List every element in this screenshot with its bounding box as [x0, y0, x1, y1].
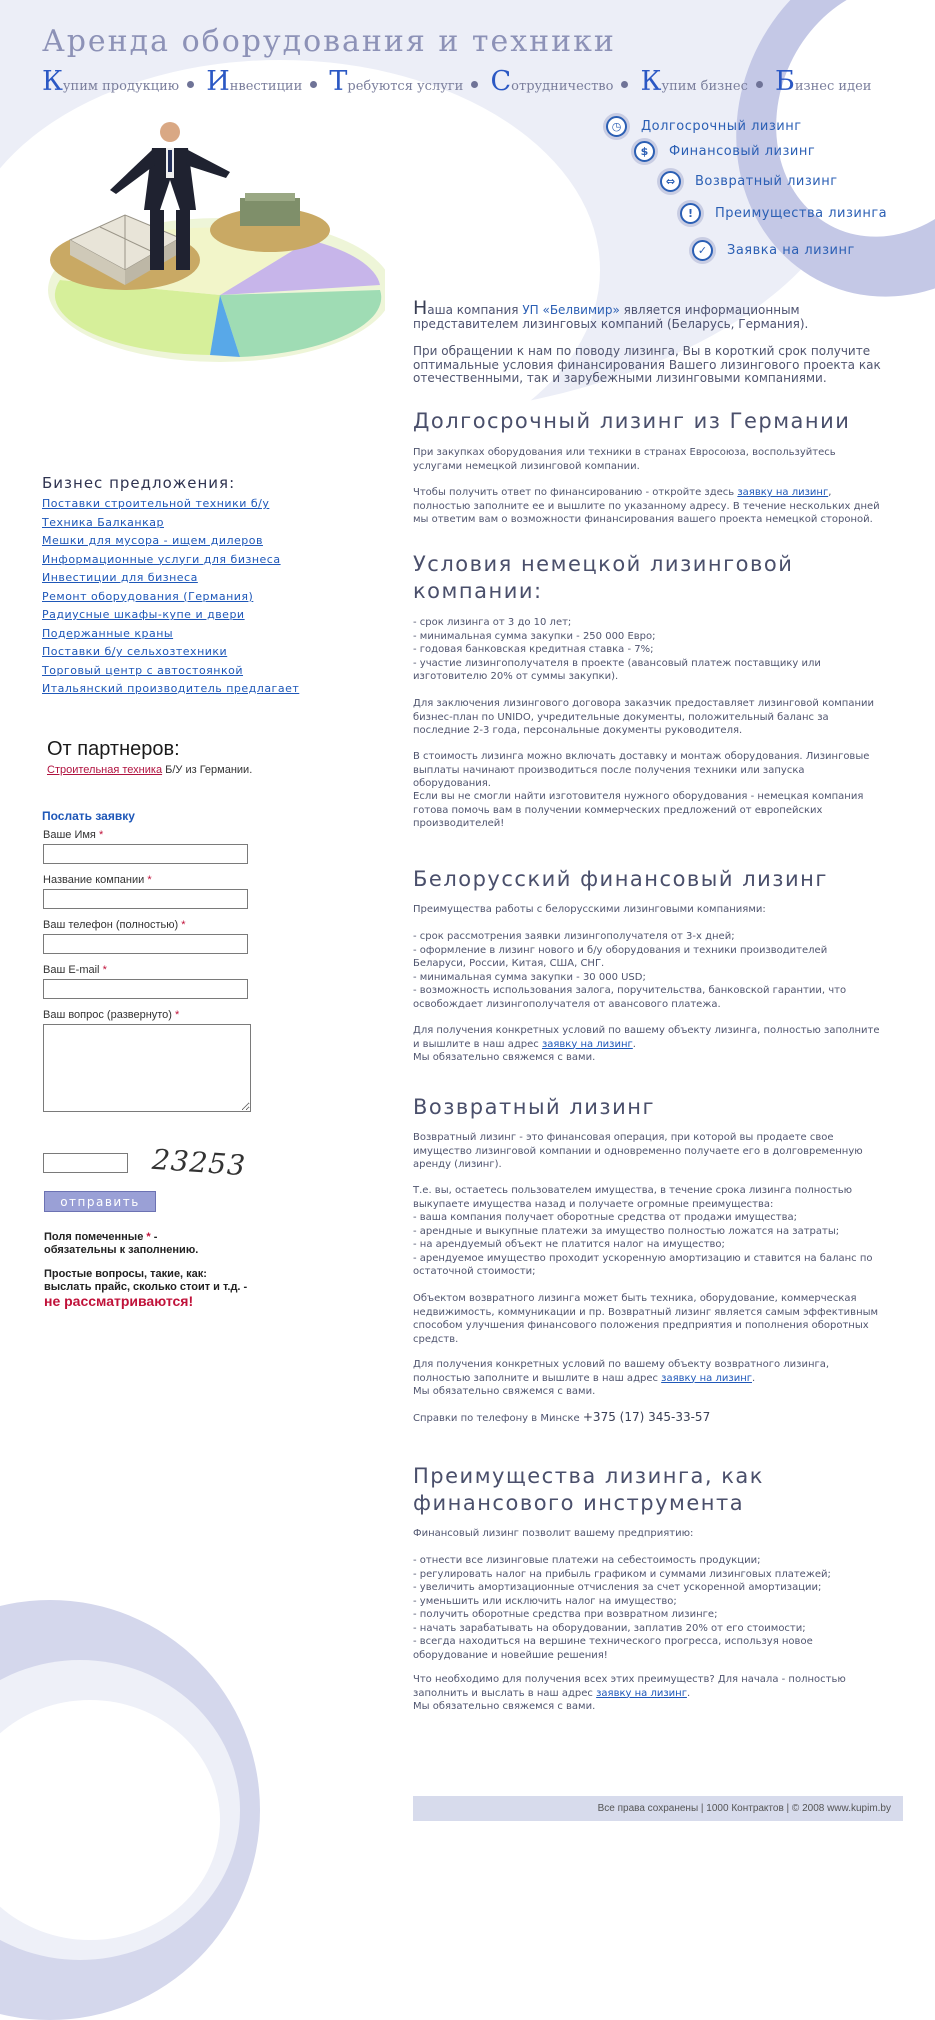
company-input[interactable] [43, 889, 248, 909]
list-item [42, 553, 299, 572]
paragraph: Т.е. вы, остаетесь пользователем имущества, в течение срока лизинга полностью выкупаете имущества назад и получаете огромные преимущества: - ваша компания получает оборотные средства от продажи имущества; - арендные и выкупные платежи за имущество полностью ложатся на затраты; - на арендуемый объект не платится налог на имущество; - арендуемое имущество проходит ускоренную амортизацию и ставится на баланс по остаточной стоимости; [413, 1185, 873, 1277]
paragraph: Для получения конкретных условий по вашему объекту лизинга, полностью заполните и вышлите в наш адрес заявку на лизинг. Мы обязательно свяжемся с вами. [413, 1025, 880, 1063]
partners-offer: Строительная техника Б/У из Германии. [47, 764, 253, 776]
business-offer-link[interactable]: Мешки для мусора - ищем дилеров [42, 534, 263, 547]
question-textarea[interactable] [43, 1024, 251, 1112]
captcha-input[interactable] [43, 1153, 128, 1173]
nav-cooperation[interactable]: Сотрудничество [490, 66, 614, 97]
list-item [42, 682, 299, 701]
paragraph: - срок рассмотрения заявки лизингополучателя от 3-х дней; - оформление в лизинг нового и б/у оборудования и техники производителей Беларуси, России, Китая, США, СНГ. - минимальная сумма закупки - 30 000 USD; - возможность использования залога, поручительства, банковской гарантии, что освобождает лизингополучателя от авансового платежа. [413, 931, 847, 1010]
nav-investments[interactable]: Инвестиции [206, 66, 303, 97]
list-item [42, 664, 299, 683]
pie-slice-teal [220, 290, 381, 357]
paragraph: Что необходимо для получения всех этих преимуществ? Для начала - полностью заполнить и выслать в наш адрес заявку на лизинг. Мы обязательно свяжемся с вами. [413, 1674, 846, 1712]
email-input[interactable] [43, 979, 248, 999]
business-offer-link[interactable]: Итальянский производитель предлагает [42, 682, 300, 695]
leasing-request-link[interactable]: заявку на лизинг [541, 1038, 633, 1050]
phone-input[interactable] [43, 934, 248, 954]
partners-title: От партнеров: [47, 738, 180, 760]
menu-long-term-leasing[interactable]: ◷ Долгосрочный лизинг [606, 116, 802, 137]
business-offer-link[interactable]: Радиусные шкафы-купе и двери [42, 608, 245, 621]
list-item [42, 516, 299, 535]
paragraph: Если вы не смогли найти изготовителя нужного оборудования - немецкая компания готова помочь вам в получении коммерческих предложений от европейских производителей! [413, 791, 864, 829]
section-title-long-term: Долгосрочный лизинг из Германии [413, 409, 851, 433]
money-stack-icon [240, 193, 300, 226]
menu-financial-leasing[interactable]: $ Финансовый лизинг [634, 141, 815, 162]
site-title: Аренда оборудования и техники [42, 24, 616, 59]
list-item [42, 497, 299, 516]
business-offer-link[interactable]: Ремонт оборудования (Германия) [42, 589, 254, 603]
leasing-request-link[interactable]: заявку на лизинг [661, 1372, 752, 1384]
clock-icon: ◷ [606, 116, 627, 137]
business-offers-list [42, 497, 299, 701]
business-offer-link[interactable]: Информационные услуги для бизнеса [42, 552, 281, 566]
list-item [42, 590, 299, 609]
menu-leasing-advantages[interactable]: ! Преимущества лизинга [680, 203, 887, 224]
nav-services-needed[interactable]: Требуются услуги [329, 66, 464, 97]
section-title-belarus-leasing: Белорусский финансовый лизинг [413, 867, 828, 891]
paragraph: В стоимость лизинга можно включать доставку и монтаж оборудования. Лизинговые выплаты начинают производиться после получения техники или запуска оборудования. [413, 751, 870, 789]
hero-illustration [40, 120, 385, 440]
paragraph: Для получения конкретных условий по вашему объекту возвратного лизинга, полностью заполните и вышлите в наш адрес заявку на лизинг. Мы обязательно свяжемся с вами. [413, 1359, 830, 1397]
list-item [42, 534, 299, 553]
not-considered-warning: не рассматриваются! [44, 1293, 194, 1309]
section-title-german-conditions: Условия немецкой лизинговой компании: [413, 552, 794, 603]
bullet-icon [621, 81, 628, 88]
footer: Все права сохранены | 1000 Контрактов | © 2008 www.kupim.by [413, 1796, 903, 1821]
paragraph: Объектом возвратного лизинга может быть техника, оборудование, коммерческая недвижимость, коммуникации и пр. Возвратный лизинг является самым эффективным способом улучшения финансового положения предприятия и пополнения оборотных средств. [413, 1293, 879, 1345]
form-title: Послать заявку [42, 809, 135, 823]
paragraph: Чтобы получить ответ по финансированию - откройте здесь заявку на лизинг, полностью заполните ее и вышлите по указанному адресу. В течение нескольких дней мы ответим вам о возможности финансирования вашего проекта немецкой стороной. [413, 487, 880, 525]
submit-button[interactable]: отправить [44, 1191, 156, 1212]
paragraph: Возвратный лизинг - это финансовая операция, при которой вы продаете свое имущество лизинговой компании и одновременно получаете его в долговременную аренду (лизинг). [413, 1132, 863, 1170]
section-title-return-leasing: Возвратный лизинг [413, 1095, 656, 1119]
phone-number: +375 (17) 345-33-57 [582, 1410, 711, 1424]
intro-paragraph-2: При обращении к нам по поводу лизинга, Вы в короткий срок получите оптимальные условия финансирования Вашего лизингового проекта как отечественными, так и зарубежными лизинговыми компаниями. [413, 344, 881, 385]
name-input[interactable] [43, 844, 248, 864]
list-item [42, 571, 299, 590]
business-offer-link[interactable]: Торговый центр с автостоянкой [42, 663, 244, 677]
bullet-icon [187, 81, 194, 88]
business-offer-link[interactable]: Инвестиции для бизнеса [42, 571, 198, 584]
name-label: Ваше Имя * [43, 829, 104, 841]
intro-paragraph: Наша компания УП «Белвимир» является информационным представителем лизинговых компаний (Беларусь, Германия). [413, 297, 809, 331]
leasing-request-link[interactable]: заявку на лизинг [596, 1687, 687, 1699]
partner-link[interactable]: Строительная техника [47, 764, 163, 776]
business-offer-link[interactable]: Поставки строительной техники б/у [42, 497, 270, 510]
required-note: Поля помеченные * - обязательны к заполнению. [44, 1231, 199, 1256]
paragraph: Преимущества работы с белорусскими лизинговыми компаниями: [413, 904, 766, 915]
menu-leasing-request[interactable]: ✓ Заявка на лизинг [692, 240, 855, 261]
captcha-image: 23253 [150, 1142, 248, 1183]
paragraph: При закупках оборудования или техники в странах Евросоюза, воспользуйтесь услугами немецкой лизинговой компании. [413, 447, 836, 472]
simple-questions-note: Простые вопросы, такие, как: выслать прайс, сколько стоит и т.д. - [44, 1268, 248, 1293]
checkmark-icon: ✓ [692, 240, 713, 261]
return-arrows-icon: ⇔ [660, 171, 681, 192]
business-offer-link[interactable]: Подержанные краны [42, 626, 174, 640]
business-offer-link[interactable]: Техника Балканкар [42, 515, 164, 529]
company-label: Название компании * [43, 874, 152, 886]
nav-business-ideas[interactable]: Бизнес идеи [775, 66, 872, 97]
business-offer-link[interactable]: Поставки б/у сельхозтехники [42, 645, 228, 658]
menu-return-leasing[interactable]: ⇔ Возвратный лизинг [660, 171, 838, 192]
bullet-icon [310, 81, 317, 88]
bullet-icon [471, 81, 478, 88]
leasing-request-link[interactable]: заявку на лизинг [737, 487, 829, 498]
paragraph: Для заключения лизингового договора заказчик предоставляет лизинговой компании бизнес-план по UNIDO, учредительные документы, положительный баланс за последние 2-3 года, персональные документы руководителя. [413, 698, 874, 736]
phone-label: Ваш телефон (полностью) * [43, 919, 186, 931]
nav-buy-business[interactable]: Купим бизнес [640, 66, 748, 97]
nav-buy-products[interactable]: Купим продукцию [42, 66, 180, 97]
top-navigation [42, 66, 877, 97]
list-item [42, 627, 299, 646]
business-offers-title: Бизнес предложения: [42, 474, 236, 492]
phone-line: Справки по телефону в Минске +375 (17) 345-33-57 [413, 1410, 711, 1424]
list-item [42, 645, 299, 664]
email-label: Ваш E-mail * [43, 964, 107, 976]
paragraph: - срок лизинга от 3 до 10 лет; - минимальная сумма закупки - 250 000 Евро; - годовая банковская кредитная ставка - 7%; - участие лизингополучателя в проекте (авансовый платеж поставщику или изготовителю 20% от суммы закупки). [413, 617, 821, 682]
list-item [42, 608, 299, 627]
section-title-advantages: Преимущества лизинга, как финансового инструмента [413, 1464, 764, 1515]
exclamation-icon: ! [680, 203, 701, 224]
bullet-icon [756, 81, 763, 88]
paragraph: - отнести все лизинговые платежи на себестоимость продукции; - регулировать налог на прибыль графиком и суммами лизинговых платежей; - увеличить амортизационные отчисления за счет ускоренной амортизации; - уменьшить или исключить налог на имущество; - получить оборотные средства при возвратном лизинге; - начать зарабатывать на оборудовании, заплатив 20% от его стоимости; - всегда находиться на вершине технического прогресса, используя новое оборудование и новейшие решения! [413, 1555, 831, 1661]
question-label: Ваш вопрос (развернуто) * [43, 1009, 180, 1021]
paragraph: Финансовый лизинг позволит вашему предприятию: [413, 1528, 694, 1539]
dollar-icon: $ [634, 141, 655, 162]
